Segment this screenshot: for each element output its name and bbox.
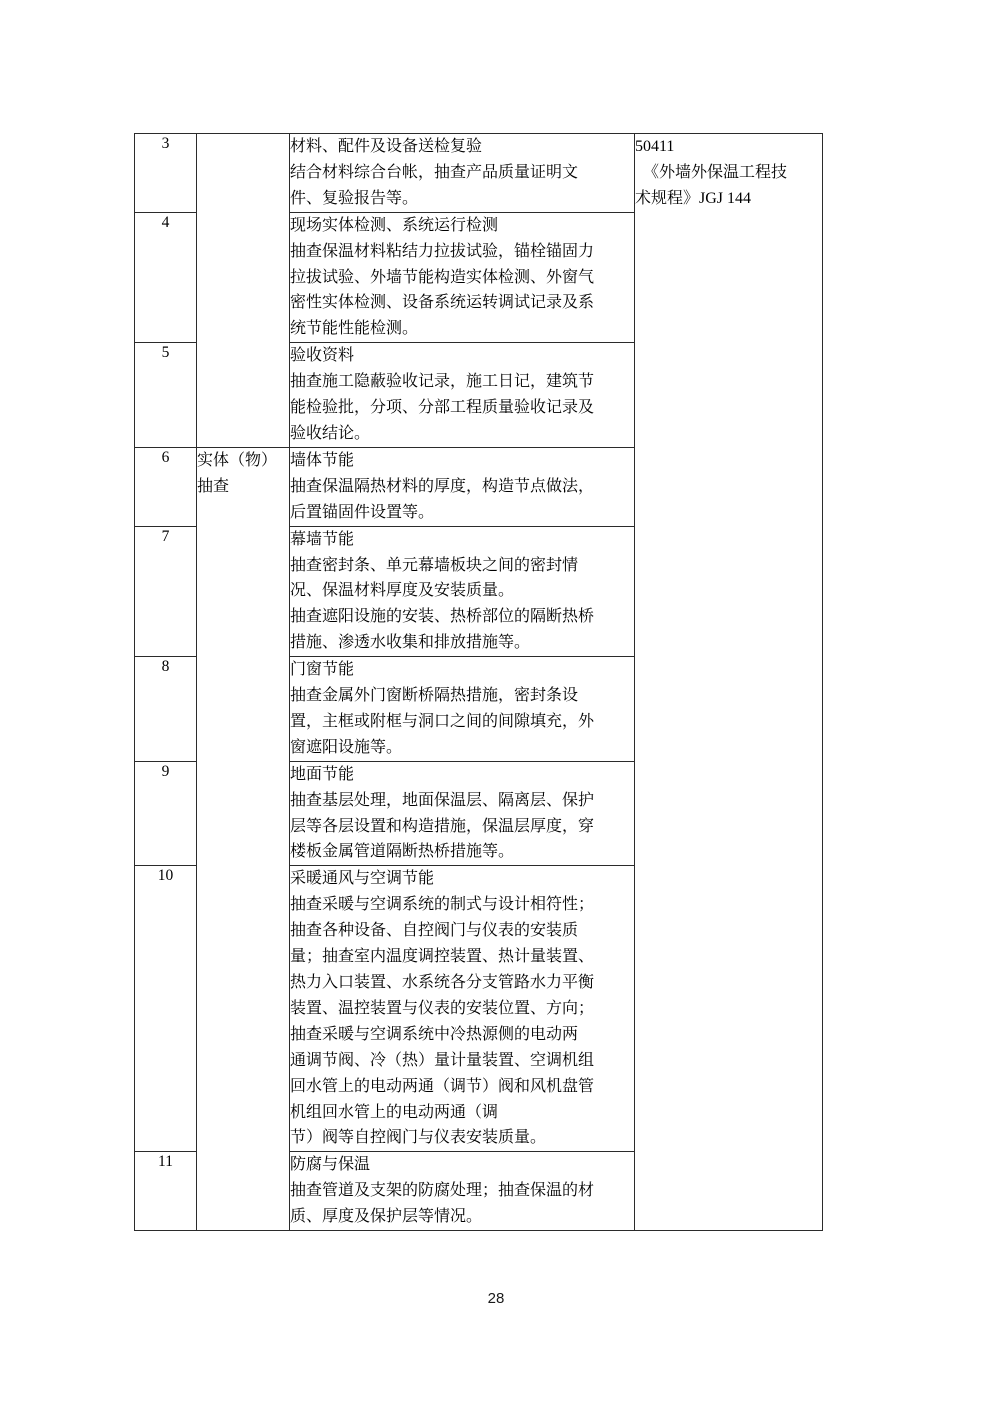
- content-title: 门窗节能: [290, 661, 355, 679]
- content-line: 窗遮阳设施等。: [290, 738, 403, 756]
- content-cell: [290, 866, 635, 1152]
- reference-standard-line-2: 术规程》JGJ 144: [635, 189, 752, 207]
- row-number-cell: 9: [135, 761, 197, 866]
- content-cell: [290, 212, 635, 343]
- reference-code: 50411: [635, 138, 675, 155]
- row-number-cell: 10: [135, 866, 197, 1152]
- row-number-cell: 4: [135, 212, 197, 343]
- content-line: 置，主框或附框与洞口之间的间隙填充，外: [290, 712, 595, 730]
- content-line: 件、复验报告等。: [290, 189, 419, 207]
- content-line: 回水管上的电动两通（调节）阀和风机盘管: [290, 1077, 595, 1095]
- content-line: 质、厚度及保护层等情况。: [290, 1208, 483, 1226]
- content-line: 抽查各种设备、自控阀门与仪表的安装质: [290, 922, 579, 940]
- content-line: 况、保温材料厚度及安装质量。: [290, 582, 515, 600]
- content-cell: [290, 657, 635, 762]
- content-cell: [290, 447, 635, 526]
- content-line: 拉拔试验、外墙节能构造实体检测、外窗气: [290, 268, 595, 286]
- content-title: 墙体节能: [290, 451, 355, 469]
- content-line: 统节能性能检测。: [290, 320, 419, 338]
- content-line: 抽查金属外门窗断桥隔热措施，密封条设: [290, 687, 579, 705]
- content-line: 通调节阀、冷（热）量计量装置、空调机组: [290, 1051, 595, 1069]
- content-line: 装置、温控装置与仪表的安装位置、方向；: [290, 999, 595, 1017]
- content-line: 措施、渗透水收集和排放措施等。: [290, 634, 531, 652]
- content-line: 抽查遮阳设施的安装、热桥部位的隔断热桥: [290, 608, 595, 626]
- reference-standard-line-1: 《外墙外保温工程技: [643, 163, 788, 181]
- content-line: 密性实体检测、设备系统运转调试记录及系: [290, 294, 595, 312]
- content-line: 抽查保温隔热材料的厚度，构造节点做法，: [290, 477, 595, 495]
- content-title: 材料、配件及设备送检复验: [290, 138, 483, 155]
- content-title: 采暖通风与空调节能: [290, 870, 435, 888]
- content-line: 节）阀等自控阀门与仪表安装质量。: [290, 1129, 547, 1147]
- content-cell: [290, 1152, 635, 1231]
- content-line: 后置锚固件设置等。: [290, 503, 435, 521]
- inspection-content-table: [134, 133, 823, 1231]
- content-line: 抽查保温材料粘结力拉拔试验，锚栓锚固力: [290, 242, 595, 260]
- page-number: 28: [487, 1290, 505, 1307]
- content-line: 抽查施工隐蔽验收记录，施工日记，建筑节: [290, 373, 595, 391]
- category-label: 实体（物）抽查: [197, 451, 278, 495]
- content-line: 层等各层设置和构造措施，保温层厚度，穿: [290, 817, 595, 835]
- content-line: 热力入口装置、水系统各分支管路水力平衡: [290, 974, 595, 991]
- content-title: 现场实体检测、系统运行检测: [290, 216, 499, 234]
- table-row: [135, 134, 823, 213]
- content-line: 抽查基层处理，地面保温层、隔离层、保护: [290, 791, 595, 809]
- content-title: 幕墙节能: [290, 530, 355, 548]
- row-number-cell: 11: [135, 1152, 197, 1231]
- row-number-cell: 6: [135, 447, 197, 526]
- content-line: 抽查密封条、单元幕墙板块之间的密封情: [290, 556, 579, 574]
- content-cell: [290, 134, 635, 213]
- category-cell-upper: [197, 134, 290, 448]
- row-number-cell: 5: [135, 343, 197, 448]
- content-line: 抽查采暖与空调系统的制式与设计相符性；: [290, 896, 595, 914]
- content-line: 量；抽查室内温度调控装置、热计量装置、: [290, 948, 595, 966]
- content-line: 机组回水管上的电动两通（调: [290, 1103, 499, 1121]
- content-line: 结合材料综合台帐，抽查产品质量证明文: [290, 163, 579, 181]
- content-line: 能检验批，分项、分部工程质量验收记录及: [290, 399, 595, 417]
- content-line: 抽查管道及支架的防腐处理；抽查保温的材: [290, 1182, 595, 1200]
- content-line: 楼板金属管道隔断热桥措施等。: [290, 843, 515, 861]
- content-cell: [290, 761, 635, 866]
- content-line: 抽查采暖与空调系统中冷热源侧的电动两: [290, 1025, 579, 1043]
- row-number-cell: 7: [135, 526, 197, 657]
- row-number-cell: 3: [135, 134, 197, 213]
- content-title: 地面节能: [290, 765, 355, 783]
- row-number-cell: 8: [135, 657, 197, 762]
- content-title: 防腐与保温: [290, 1156, 371, 1174]
- content-cell: [290, 526, 635, 657]
- content-line: 验收结论。: [290, 424, 371, 442]
- content-title: 验收资料: [290, 347, 355, 365]
- category-cell-entity-sampling: [197, 447, 290, 1230]
- content-cell: [290, 343, 635, 448]
- reference-cell: [635, 134, 823, 1231]
